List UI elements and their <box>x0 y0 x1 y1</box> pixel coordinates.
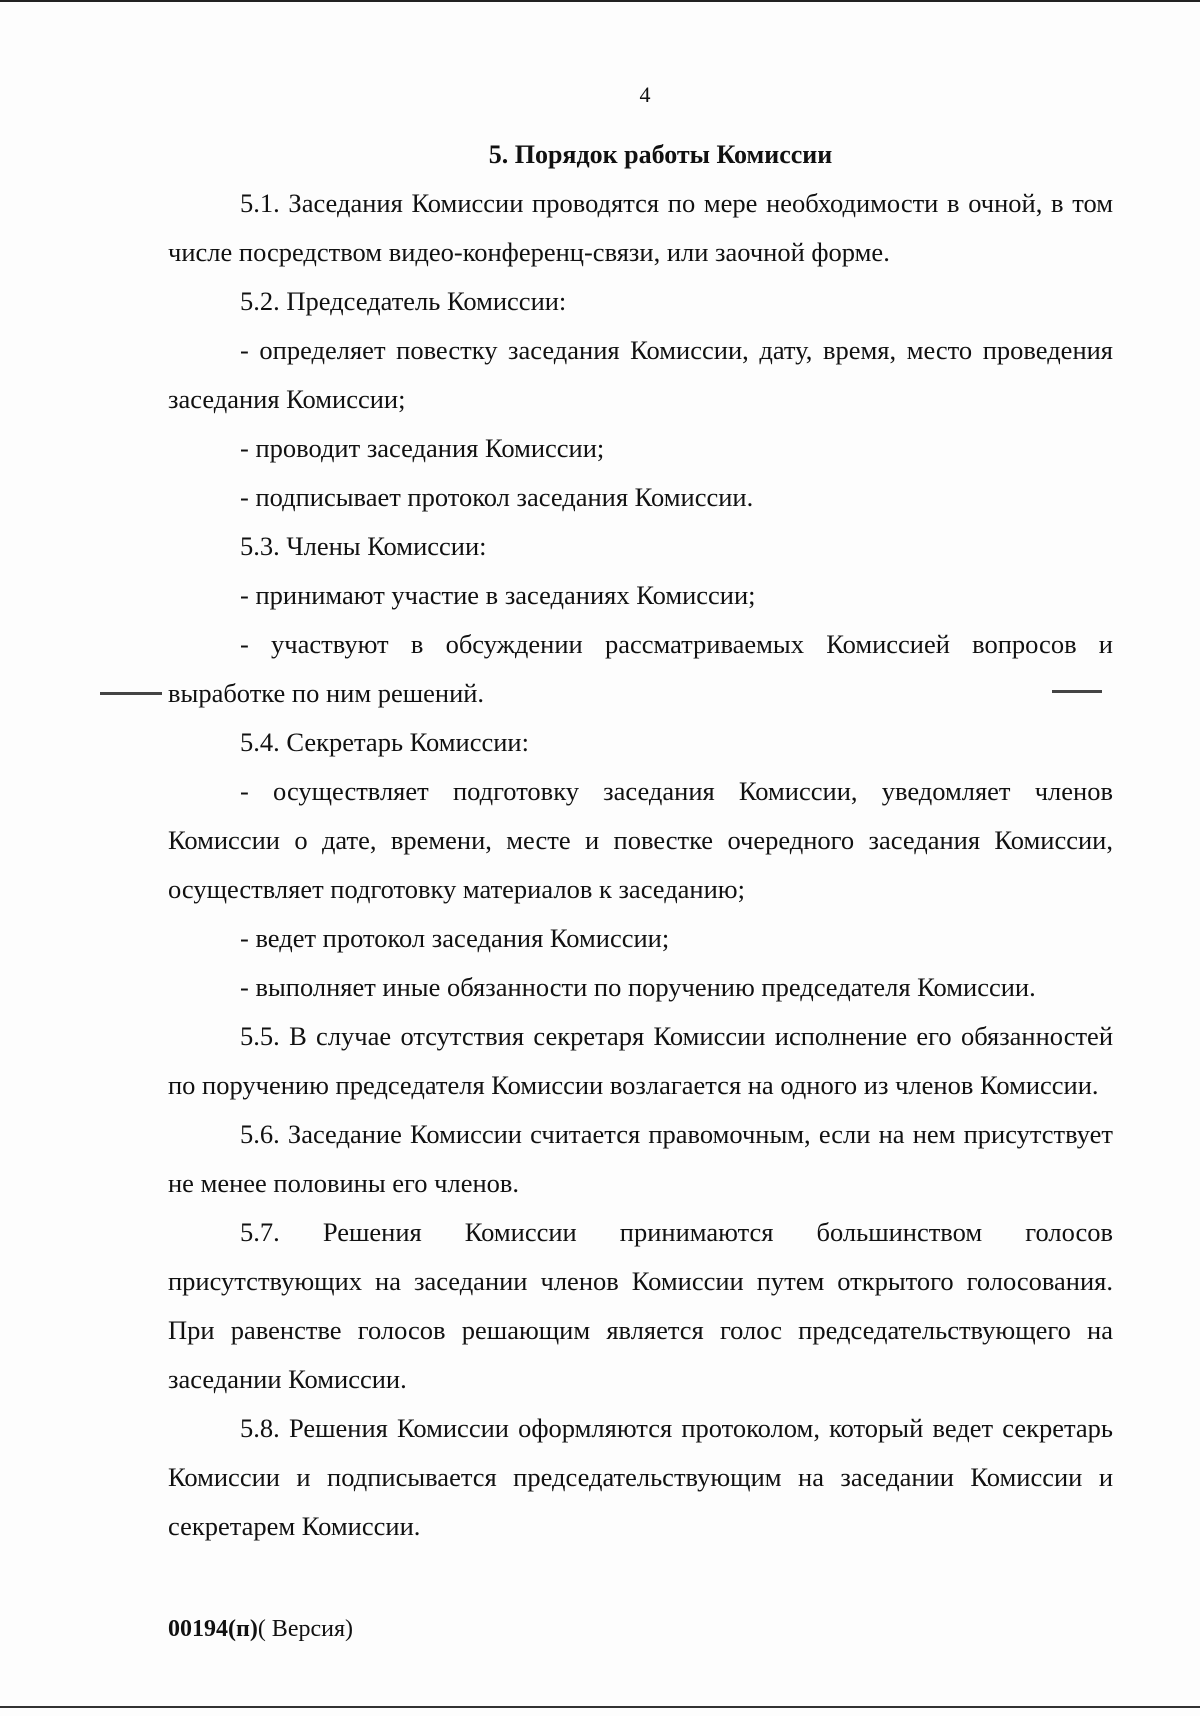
paragraph-5-7: 5.7. Решения Комиссии принимаются большинством голосов присутствующих на заседании членов Комиссии путем открытого голосования. При равенстве голосов решающим является голос председательствующего на заседании Комиссии. <box>168 1217 1113 1394</box>
scan-artifact-left <box>100 692 162 695</box>
page-number: 4 <box>639 82 651 107</box>
paragraph-5-8: 5.8. Решения Комиссии оформляются протоколом, который ведет секретарь Комиссии и подписывается председательствующим на заседании Комиссии и секретарем Комиссии. <box>168 1413 1113 1541</box>
paragraph-5-4: 5.4. Секретарь Комиссии: <box>240 727 529 757</box>
footer-version <box>168 1616 353 1643</box>
scan-artifact-right <box>1052 690 1102 693</box>
chairman-duty-conduct: - проводит заседания Комиссии; <box>240 433 605 463</box>
paragraph-5-1: 5.1. Заседания Комиссии проводятся по мере необходимости в очной, в том числе посредством видео-конференц-связи, или заочной форме. <box>168 188 1113 267</box>
paragraph-5-6: 5.6. Заседание Комиссии считается правомочным, если на нем присутствует не менее половины его членов. <box>168 1119 1113 1198</box>
document-version: ( Версия) <box>257 1616 353 1642</box>
scan-edge-bottom <box>0 1706 1200 1708</box>
document-body <box>168 130 1113 1551</box>
scan-edge-top <box>0 0 1200 2</box>
secretary-duty-other: - выполняет иные обязанности по поручению председателя Комиссии. <box>240 972 1036 1002</box>
secretary-duty-prepare: - осуществляет подготовку заседания Комиссии, уведомляет членов Комиссии о дате, времени, месте и повестке очередного заседания Комиссии, осуществляет подготовку материалов к заседанию; <box>168 776 1113 904</box>
chairman-duty-agenda: - определяет повестку заседания Комиссии, дату, время, место проведения заседания Комиссии; <box>168 335 1113 414</box>
section-heading: 5. Порядок работы Комиссии <box>488 140 833 169</box>
document-code: 00194(п) <box>168 1616 258 1642</box>
paragraph-5-3: 5.3. Члены Комиссии: <box>240 531 487 561</box>
paragraph-5-5: 5.5. В случае отсутствия секретаря Комиссии исполнение его обязанностей по поручению председателя Комиссии возлагается на одного из членов Комиссии. <box>168 1021 1113 1100</box>
members-duty-participate: - принимают участие в заседаниях Комиссии; <box>240 580 756 610</box>
paragraph-5-2: 5.2. Председатель Комиссии: <box>240 286 567 316</box>
secretary-duty-minutes: - ведет протокол заседания Комиссии; <box>240 923 670 953</box>
chairman-duty-sign: - подписывает протокол заседания Комиссии. <box>240 482 754 512</box>
members-duty-discuss: - участвуют в обсуждении рассматриваемых Комиссией вопросов и выработке по ним решений. <box>168 629 1113 708</box>
